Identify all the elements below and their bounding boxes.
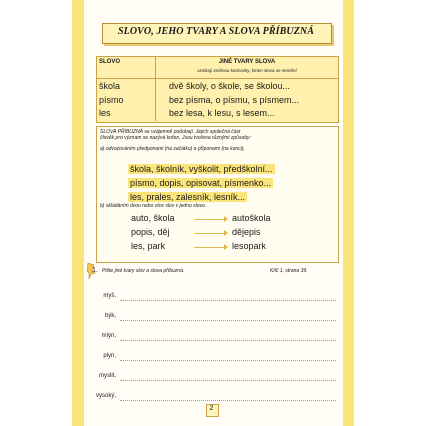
- table-row-forms: bez písma, o písmu, s písmem...: [169, 95, 300, 105]
- answer-line[interactable]: [120, 300, 336, 301]
- answer-line[interactable]: [120, 400, 336, 401]
- related-b-label: b) skládáním dvou nebo více slov v jedno slovo.: [100, 203, 207, 209]
- arrow-icon: [194, 219, 225, 220]
- exercise-word: myš,: [103, 293, 116, 299]
- table-row-word: škola: [99, 81, 121, 91]
- exercise-word: vysoký,: [95, 393, 116, 399]
- col-header-word: SLOVO: [99, 59, 121, 65]
- exercise-number: 1.: [92, 267, 98, 274]
- table-divider: [96, 78, 338, 79]
- compound-word: dějepis: [232, 227, 261, 237]
- page-title: SLOVO, JEHO TVARY A SLOVA PŘÍBUZNÁ: [117, 26, 315, 37]
- table-divider: [155, 57, 156, 121]
- col-header-note: vznikají změnou koncovky, kmen slova se nemění: [197, 68, 297, 73]
- arrow-icon: [194, 247, 225, 248]
- compound-parts: popis, děj: [131, 227, 170, 237]
- related-intro-2: člověk pro význam se nazývá kořen. Jsou tvořena různými způsoby:: [100, 135, 251, 141]
- related-a-label: a) odvozováním předponami (na začátku) a příponami (na konci),: [100, 146, 245, 152]
- table-row-word: písmo: [99, 95, 124, 105]
- page-number: 2: [209, 405, 214, 412]
- answer-line[interactable]: [120, 340, 336, 341]
- arrow-icon: [194, 233, 225, 234]
- col-header-forms: JINÉ TVARY SLOVA: [218, 59, 276, 65]
- exercise-word: býk,: [104, 313, 116, 319]
- table-row-forms: dvě školy, o škole, se školou...: [169, 81, 290, 91]
- related-intro: SLOVA PŘÍBUZNÁ se vzájemně podobají. Jejich společná část: [100, 129, 241, 135]
- list-item: písmo, dopis, opisovat, písmenko...: [130, 178, 272, 188]
- answer-line[interactable]: [120, 360, 336, 361]
- compound-parts: les, park: [131, 241, 166, 251]
- exercise-word: myslit,: [99, 373, 116, 379]
- table-row-forms: bez lesa, k lesu, s lesem...: [169, 108, 275, 118]
- exercise-key: Klíč 1, strana 39.: [270, 268, 308, 274]
- list-item: škola, školník, vyškolit, předškolní...: [130, 164, 273, 174]
- table-row-word: les: [99, 108, 111, 118]
- answer-line[interactable]: [120, 380, 336, 381]
- exercise-word: mlýn,: [101, 333, 116, 339]
- exercise-word: plyn,: [103, 353, 116, 359]
- compound-parts: auto, škola: [131, 213, 175, 223]
- list-item: les, prales, zalesník, lesník...: [130, 192, 246, 202]
- answer-line[interactable]: [120, 320, 336, 321]
- compound-word: lesopark: [232, 241, 267, 251]
- compound-word: autoškola: [232, 213, 271, 223]
- exercise-instruction: Pište jiné tvary slov a slova příbuzná.: [102, 268, 185, 274]
